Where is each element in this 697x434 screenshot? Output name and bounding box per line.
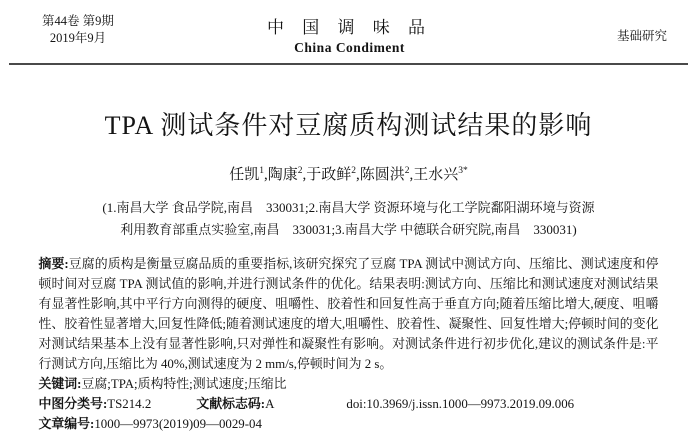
author-superscript: 2 [297,166,303,176]
document-code: A [265,397,275,411]
keywords-line [39,374,659,394]
author-superscript: 2 [351,166,356,176]
author-superscript: 3* [458,166,468,176]
affiliation-line: (1.南昌大学 食品学院,南昌 330031;2.南昌大学 资源环境与化工学院鄱阳湖环境与资源 [102,200,595,215]
author [306,167,356,183]
article-id-row [39,414,659,434]
journal-title-cn: 中 国 调 味 品 [267,18,432,37]
journal-title-en: China Condiment [294,40,405,55]
author [268,167,303,183]
journal-title-block [142,13,557,56]
clc-item [39,394,152,414]
abstract-paragraph [39,254,659,374]
abstract-text: 豆腐的质构是衡量豆腐品质的重要指标,该研究探究了豆腐 TPA 测试中测试方向、压缩比、测试速度和停顿时间对豆腐 TPA 测试值的影响,并进行测试条件的优化。结果表明:测试方向、压缩比和测试速度对测试结果有显著性影响,其中平行方向测得的硬度、咀嚼性、胶着性和回复性高于垂直方向;随着压缩比增大,硬度、咀嚼性、胶着性显著增大,回复性降低;随着测试速度的增大,咀嚼性、胶着性、凝聚性、回复性增大;停顿时间的变化对测试结果基本上没有显著性影响,只对弹性和凝聚性有影响。对测试条件进行初步优化,建议的测试条件是:平行测试方向,压缩比为 40%,测试速度为 2 mm/s,停顿时间为 2 s。 [38,257,659,371]
authors-separator: , [356,167,360,183]
author-name: 陶康 [267,167,298,183]
keywords-text: 豆腐;TPA;质构特性;测试速度;压缩比 [81,377,287,391]
author-superscript: 2 [404,166,410,176]
article-id: 1000—9973(2019)09—0029-04 [94,417,262,431]
article-id-item [39,414,262,434]
author-name: 陈圆洪 [359,167,405,183]
abstract-block [39,254,659,434]
affiliations-block [0,197,697,241]
column-label: 基础研究 [616,29,667,43]
journal-header [0,0,697,56]
clc-number: TS214.2 [107,397,152,411]
classification-row [39,394,659,414]
article-id-label: 文章编号: [38,417,95,431]
author-name: 于政鲜 [306,167,352,183]
authors-separator: , [302,167,307,183]
author-name: 王水兴 [413,167,459,183]
journal-volume-issue: 第44卷 第9期 [42,14,114,28]
author [413,167,468,183]
journal-date: 2019年9月 [49,31,107,45]
abstract-label: 摘要: [38,257,69,271]
clc-label: 中图分类号: [38,397,108,411]
author-superscript: 1 [259,166,264,176]
header-rule [9,63,688,65]
author [229,167,264,183]
keywords-label: 关键词: [38,377,82,391]
authors-separator: , [263,167,268,183]
author-name: 任凯 [229,167,260,183]
article-title: TPA 测试条件对豆腐质构测试结果的影响 [104,111,593,140]
document-code-label: 文献标志码: [196,397,266,411]
journal-issue-block [14,13,142,47]
authors-line [0,163,697,184]
document-code-item [196,394,274,414]
affiliation-line: 利用教育部重点实验室,南昌 330031;3.南昌大学 中德联合研究院,南昌 330031) [120,222,577,237]
author [360,167,410,183]
authors-separator: , [409,167,414,183]
doi: doi:10.3969/j.issn.1000—9973.2019.09.006 [346,397,575,411]
